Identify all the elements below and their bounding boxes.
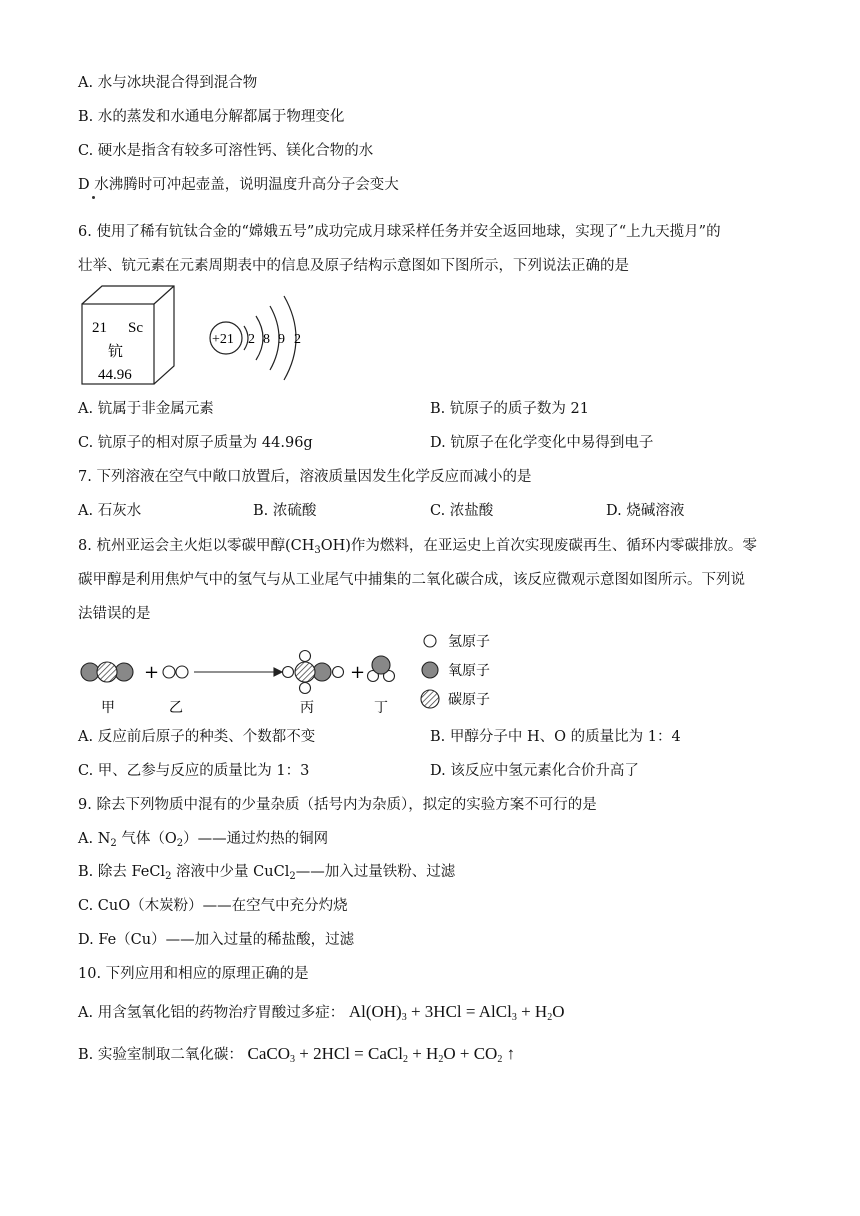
q9-option-a: A. $N_2$ 气体$(O_2)——$通过灼热的铜网	[78, 831, 329, 849]
methanol-molecule	[283, 651, 344, 694]
q8-option-a: A. 反应前后原子的种类、个数都不变	[78, 729, 316, 745]
shell-3-electrons: 9	[278, 332, 285, 347]
q5-option-d: D 水沸腾时可冲起壶盖，说明温度升高分子会变大	[78, 177, 399, 193]
legend-oxygen: 氧原子	[448, 663, 490, 679]
element-name: 钪	[108, 342, 124, 360]
q8-stem-line3: 法错误的是	[78, 606, 151, 622]
label-ding: 丁	[374, 700, 388, 716]
h2-molecule	[163, 666, 188, 678]
q6-stem-line1: 6. 使用了稀有钪钛合金的“嫦娥五号”成功完成月球采样任务并安全返回地球，实现了“上九天揽月”的	[78, 224, 721, 240]
q6-option-a: A. 钪属于非金属元素	[78, 401, 214, 417]
label-yi: 乙	[169, 700, 183, 716]
q9-option-b: B. 除去 FeCl$_2$ 溶液中少量 CuCl$_2$——加入过量铁粉、过滤	[78, 864, 456, 882]
q7-option-d: D. 烧碱溶液	[606, 503, 685, 519]
q6-option-d: D. 钪原子在化学变化中易得到电子	[430, 435, 654, 451]
q10-equation-b: CaCO$_3$ + 2HCl = CaCl$_2$ + $H_2O + CO_2$ ↑	[247, 1044, 516, 1065]
legend	[421, 635, 439, 708]
element-mass: 44.96	[98, 367, 132, 383]
q8-stem-line1: 8. 杭州亚运会主火炬以零碳甲醇$(CH_3OH)$作为燃料，在亚运史上首次实现废碳再生、循环内零碳排放。零	[78, 538, 757, 556]
q7-option-a: A. 石灰水	[78, 503, 142, 519]
co2-molecule	[81, 662, 133, 682]
q10-equation-a: $Al(OH)_3 + 3HCl$ = AlCl$_3$ + $H_2O$	[348, 1002, 565, 1023]
q5-option-c: C. 硬水是指含有较多可溶性钙、镁化合物的水	[78, 143, 374, 159]
shell-4-electrons: 2	[294, 332, 301, 347]
q9-option-c: C. CuO（木炭粉）——在空气中充分灼烧	[78, 898, 348, 914]
q9-stem: 9. 除去下列物质中混有的少量杂质（括号内为杂质），拟定的实验方案不可行的是	[78, 797, 597, 813]
q5-option-a: A. 水与冰块混合得到混合物	[78, 75, 258, 91]
q6-stem-line2: 壮举、钪元素在元素周期表中的信息及原子结构示意图如下图所示，下列说法正确的是	[78, 258, 629, 274]
label-jia: 甲	[101, 700, 115, 716]
q8-stem-line2: 碳甲醇是利用焦炉气中的氢气与从工业尾气中捕集的二氧化碳合成，该反应微观示意图如图所示。下列说	[78, 572, 745, 588]
plus-sign-2: +	[350, 662, 366, 683]
water-molecule	[368, 656, 395, 682]
reaction-arrow	[194, 668, 282, 676]
element-symbol: Sc	[128, 320, 143, 336]
legend-carbon: 碳原子	[448, 692, 490, 708]
shell-1-electrons: 2	[248, 332, 255, 347]
q8-option-c: C. 甲、乙参与反应的质量比为 1：3	[78, 763, 310, 779]
q6-option-c: C. 钪原子的相对原子质量为 44.96g	[78, 435, 313, 451]
element-number: 21	[92, 320, 107, 336]
q6-option-b: B. 钪原子的质子数为 21	[430, 401, 589, 417]
stray-dot	[92, 196, 95, 199]
q8-option-d: D. 该反应中氢元素化合价升高了	[430, 763, 639, 779]
scandium-figure	[78, 282, 318, 392]
label-bing: 丙	[300, 700, 314, 716]
reaction-diagram	[74, 626, 514, 722]
q7-stem: 7. 下列溶液在空气中敞口放置后，溶液质量因发生化学反应而减小的是	[78, 469, 532, 485]
q5-option-b: B. 水的蒸发和水通电分解都属于物理变化	[78, 109, 345, 125]
q9-option-d: D. Fe（Cu）——加入过量的稀盐酸，过滤	[78, 932, 355, 948]
q10-stem: 10. 下列应用和相应的原理正确的是	[78, 966, 309, 982]
q10-option-b: B. 实验室制取二氧化碳： CaCO$_3$ + 2HCl = CaCl$_2$ + $H_2O + CO_2$ ↑	[78, 1044, 516, 1065]
shell-2-electrons: 8	[263, 332, 270, 347]
nucleus-charge: +21	[212, 332, 234, 347]
q7-option-b: B. 浓硫酸	[253, 503, 317, 519]
legend-hydrogen: 氢原子	[448, 634, 490, 650]
q7-option-c: C. 浓盐酸	[430, 503, 494, 519]
plus-sign-1: +	[144, 662, 160, 683]
q8-option-b: B. 甲醇分子中 H、O 的质量比为 1：4	[430, 729, 681, 745]
q10-option-a: A. 用含氢氧化铝的药物治疗胃酸过多症： $Al(OH)_3 + 3HCl$ = AlCl$_3$ + $H_2O$	[78, 1002, 565, 1023]
